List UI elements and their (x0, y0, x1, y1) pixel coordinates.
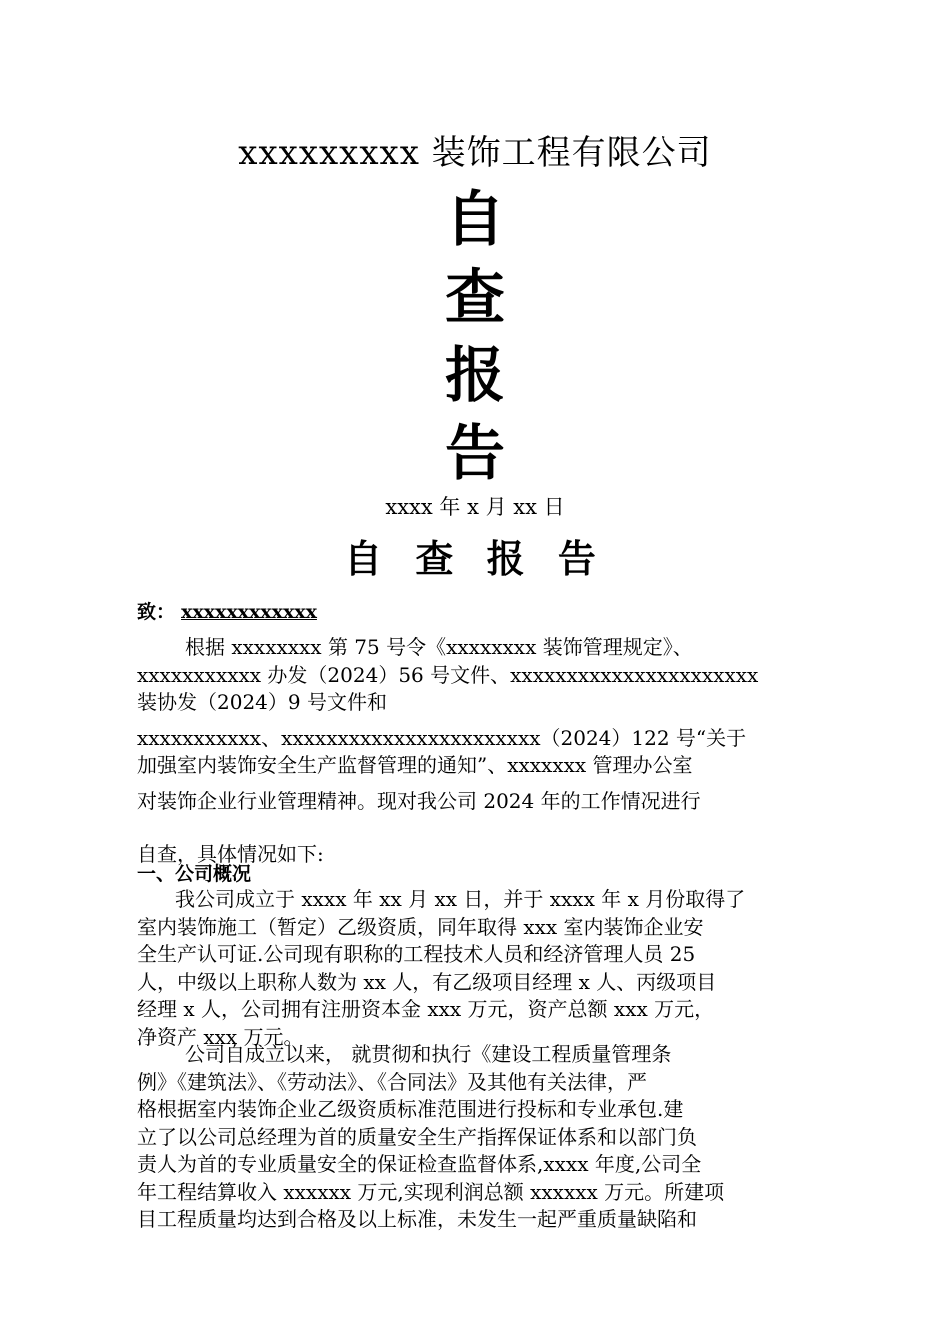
report-heading: 自 查 报 告 (344, 536, 606, 581)
cover-char-1: 自 (445, 185, 505, 255)
paragraph-line: 公司自成立以来， 就贯彻和执行《建设工程质量管理条 (185, 1042, 672, 1066)
intro-line: 自查，具体情况如下: (137, 842, 324, 866)
paragraph-line: 经理 x 人，公司拥有注册资本金 xxx 万元，资产总额 xxx 万元， (137, 997, 715, 1021)
recipient-label: 致： (137, 601, 176, 623)
paragraph-line: 室内装饰施工（暂定）乙级资质，同年取得 xxx 室内装饰企业安 (137, 914, 704, 939)
report-date: xxxx 年 x 月 xx 日 (385, 495, 565, 519)
intro-line: 根据 xxxxxxxx 第 75 号令《xxxxxxxx 装饰管理规定》、 (185, 635, 693, 659)
paragraph-line: 例》《建筑法》、《劳动法》、《合同法》及其他有关法律，严 (137, 1069, 647, 1094)
company-title: xxxxxxxxx 装饰工程有限公司 (238, 133, 712, 173)
cover-char-4: 告 (445, 419, 505, 489)
cover-char-3: 报 (445, 341, 505, 411)
cover-char-2: 查 (445, 263, 505, 333)
recipient-name: xxxxxxxxxxxx (181, 601, 317, 623)
paragraph-line: 全生产认可证.公司现有职称的工程技术人员和经济管理人员 25 (137, 942, 696, 966)
paragraph-line: 净资产 xxx 万元。 (137, 1024, 304, 1049)
intro-line: 对装饰企业行业管理精神。现对我公司 2024 年的工作情况进行 (137, 788, 701, 813)
intro-paragraph (137, 634, 817, 869)
paragraph-line: 我公司成立于 xxxx 年 xx 月 xx 日，并于 xxxx 年 x 月份取得了 (175, 887, 746, 911)
company-overview-paragraph (137, 886, 817, 1051)
section-title-company-overview: 一、公司概况 (137, 863, 252, 885)
recipient-line (137, 598, 323, 626)
intro-line: 装协发（2024）9 号文件和 (137, 690, 387, 714)
paragraph-line: 格根据室内装饰企业乙级资质标准范围进行投标和专业承包.建 (137, 1097, 684, 1121)
intro-line: xxxxxxxxxxx 办发（2024）56 号文件、xxxxxxxxxxxxxxxxxxxxxx (137, 662, 759, 687)
company-policy-paragraph (137, 1041, 817, 1234)
paragraph-line: 人，中级以上职称人数为 xx 人，有乙级项目经理 x 人、丙级项目 (137, 969, 717, 994)
intro-line: 加强室内装饰安全生产监督管理的通知”、xxxxxxx 管理办公室 (137, 753, 693, 777)
paragraph-line: 立了以公司总经理为首的质量安全生产指挥保证体系和以部门负 (137, 1124, 697, 1149)
paragraph-line: 年工程结算收入 xxxxxx 万元,实现利润总额 xxxxxx 万元。所建项 (137, 1179, 725, 1204)
paragraph-line: 责人为首的专业质量安全的保证检查监督体系,xxxx 年度,公司全 (137, 1152, 702, 1176)
intro-line: xxxxxxxxxxx、xxxxxxxxxxxxxxxxxxxxxxx（2024）122 号“关于 (137, 725, 747, 750)
paragraph-line: 目工程质量均达到合格及以上标准，未发生一起严重质量缺陷和 (137, 1207, 697, 1231)
